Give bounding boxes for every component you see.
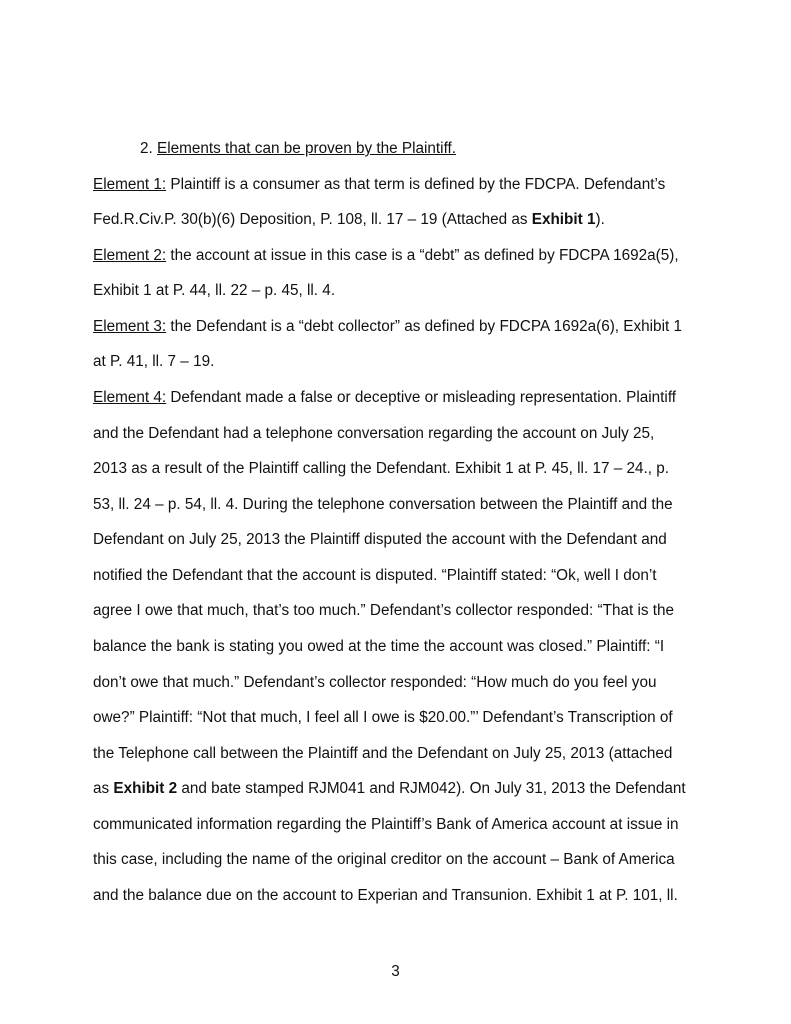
element-4-line-14: this case, including the name of the original creditor on the account – Bank of America: [93, 851, 675, 868]
element-4-label: Element 4:: [93, 389, 167, 406]
element-4-line-11: the Telephone call between the Plaintiff and the Defendant on July 25, 2013 (attached: [93, 745, 673, 762]
section-heading: [140, 139, 456, 159]
element-4-text: Defendant made a false or deceptive or misleading representation. Plaintiff: [166, 389, 677, 406]
page-number: 3: [391, 963, 400, 980]
element-4-line-1: [93, 388, 676, 408]
section-number: 2.: [140, 140, 153, 157]
element-4-line-15: and the balance due on the account to Experian and Transunion. Exhibit 1 at P. 101, ll.: [93, 887, 678, 904]
element-4-line-12: [93, 779, 686, 799]
element-4-line-9: don’t owe that much.” Defendant’s collector responded: “How much do you feel you: [93, 674, 657, 691]
element-4-line-5: Defendant on July 25, 2013 the Plaintiff disputed the account with the Defendant and: [93, 531, 667, 548]
element-1-citation-end: ).: [595, 211, 605, 228]
element-4-line-12-end: and bate stamped RJM041 and RJM042). On July 31, 2013 the Defendant: [177, 780, 686, 797]
element-1-citation: Fed.R.Civ.P. 30(b)(6) Deposition, P. 108, ll. 17 – 19 (Attached as: [93, 211, 532, 228]
element-2-label: Element 2:: [93, 247, 167, 264]
section-title: Elements that can be proven by the Plaintiff.: [157, 140, 457, 157]
element-3-label: Element 3:: [93, 318, 167, 335]
element-4-line-6: notified the Defendant that the account is disputed. “Plaintiff stated: “Ok, well I don’t: [93, 567, 657, 584]
element-2-text: the account at issue in this case is a “debt” as defined by FDCPA 1692a(5),: [166, 247, 679, 264]
element-4-line-2: and the Defendant had a telephone conversation regarding the account on July 25,: [93, 425, 655, 442]
element-4-line-3: 2013 as a result of the Plaintiff calling the Defendant. Exhibit 1 at P. 45, ll. 17 – 24., p.: [93, 460, 669, 477]
exhibit-2-reference: Exhibit 2: [113, 780, 178, 797]
element-2-line-1: [93, 246, 679, 266]
element-4-line-13: communicated information regarding the Plaintiff’s Bank of America account at issue in: [93, 816, 679, 833]
element-3-line-2: at P. 41, ll. 7 – 19.: [93, 353, 215, 370]
element-4-line-10: owe?” Plaintiff: “Not that much, I feel all I owe is $20.00.”’ Defendant’s Transcription of: [93, 709, 673, 726]
exhibit-1-reference: Exhibit 1: [531, 211, 596, 228]
element-2-line-2: Exhibit 1 at P. 44, ll. 22 – p. 45, ll. 4.: [93, 282, 336, 299]
element-4-line-7: agree I owe that much, that’s too much.” Defendant’s collector responded: “That is the: [93, 602, 675, 619]
element-4-line-12-start: as: [93, 780, 114, 797]
element-4-line-8: balance the bank is stating you owed at the time the account was closed.” Plaintiff: “I: [93, 638, 665, 655]
element-1-line-2: [93, 210, 605, 230]
element-4-line-4: 53, ll. 24 – p. 54, ll. 4. During the telephone conversation between the Plaintiff and the: [93, 496, 673, 513]
element-1-label: Element 1:: [93, 176, 167, 193]
element-3-line-1: [93, 317, 682, 337]
element-1-line-1: [93, 175, 665, 195]
element-1-text: Plaintiff is a consumer as that term is defined by the FDCPA. Defendant’s: [166, 176, 666, 193]
element-3-text: the Defendant is a “debt collector” as defined by FDCPA 1692a(6), Exhibit 1: [166, 318, 682, 335]
